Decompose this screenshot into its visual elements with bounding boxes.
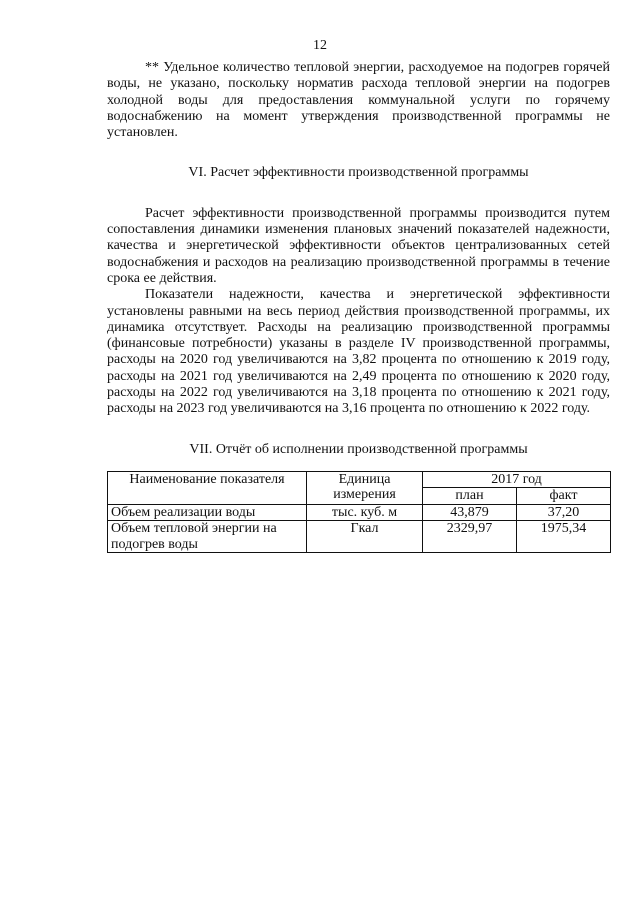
section-6-title: VI. Расчет эффективности производственной программы xyxy=(188,165,529,181)
row-plan: 43,879 xyxy=(423,504,517,521)
section-6-paragraph-1: Расчет эффективности производственной программы производится путем сопоставления динамики изменения плановых значений показателей надежности, качества и энергетической эффективности объектов централизованных сетей водоснабжения и расходов на реализацию производственной программы в течение срока ее действия. xyxy=(107,205,610,286)
row-fact: 1975,34 xyxy=(517,521,611,553)
page-number: 12 xyxy=(313,38,327,53)
table-row xyxy=(108,504,611,521)
header-unit: Единица измерения xyxy=(307,471,423,504)
section-7-title: VII. Отчёт об исполнении производственной программы xyxy=(189,441,528,457)
header-plan: план xyxy=(423,488,517,505)
footnote: ** Удельное количество тепловой энергии, расходуемое на подогрев горячей воды, не указано, поскольку норматив расхода тепловой энергии на подогрев холодной воды для предоставления коммунальной услуги по горячему водоснабжению на момент утверждения производственной программы не установлен. xyxy=(107,60,610,141)
header-fact: факт xyxy=(517,488,611,505)
row-name: Объем реализации воды xyxy=(108,504,307,521)
report-table xyxy=(107,471,611,554)
row-plan: 2329,97 xyxy=(423,521,517,553)
section-6-paragraph-2: Показатели надежности, качества и энергетической эффективности установлены равными на весь период действия производственной программы, их динамика отсутствует. Расходы на реализацию производственной программы (финансовые потребности) указаны в разделе IV производственной программы, расходы на 2020 год увеличиваются на 3,82 процента по отношению к 2019 году, расходы на 2021 год увеличиваются на 2,49 процента по отношению к 2020 году, расходы на 2022 год увеличиваются на 3,18 процента по отношению к 2021 году, расходы на 2023 год увеличиваются на 3,16 процента по отношению к 2022 году. xyxy=(107,287,610,417)
document-body xyxy=(107,60,610,553)
row-unit: Гкал xyxy=(307,521,423,553)
header-indicator-name: Наименование показателя xyxy=(108,471,307,504)
row-unit: тыс. куб. м xyxy=(307,504,423,521)
table-row xyxy=(108,521,611,553)
header-year: 2017 год xyxy=(423,471,611,488)
row-name: Объем тепловой энергии на подогрев воды xyxy=(108,521,307,553)
table-header-row xyxy=(108,471,611,488)
row-fact: 37,20 xyxy=(517,504,611,521)
